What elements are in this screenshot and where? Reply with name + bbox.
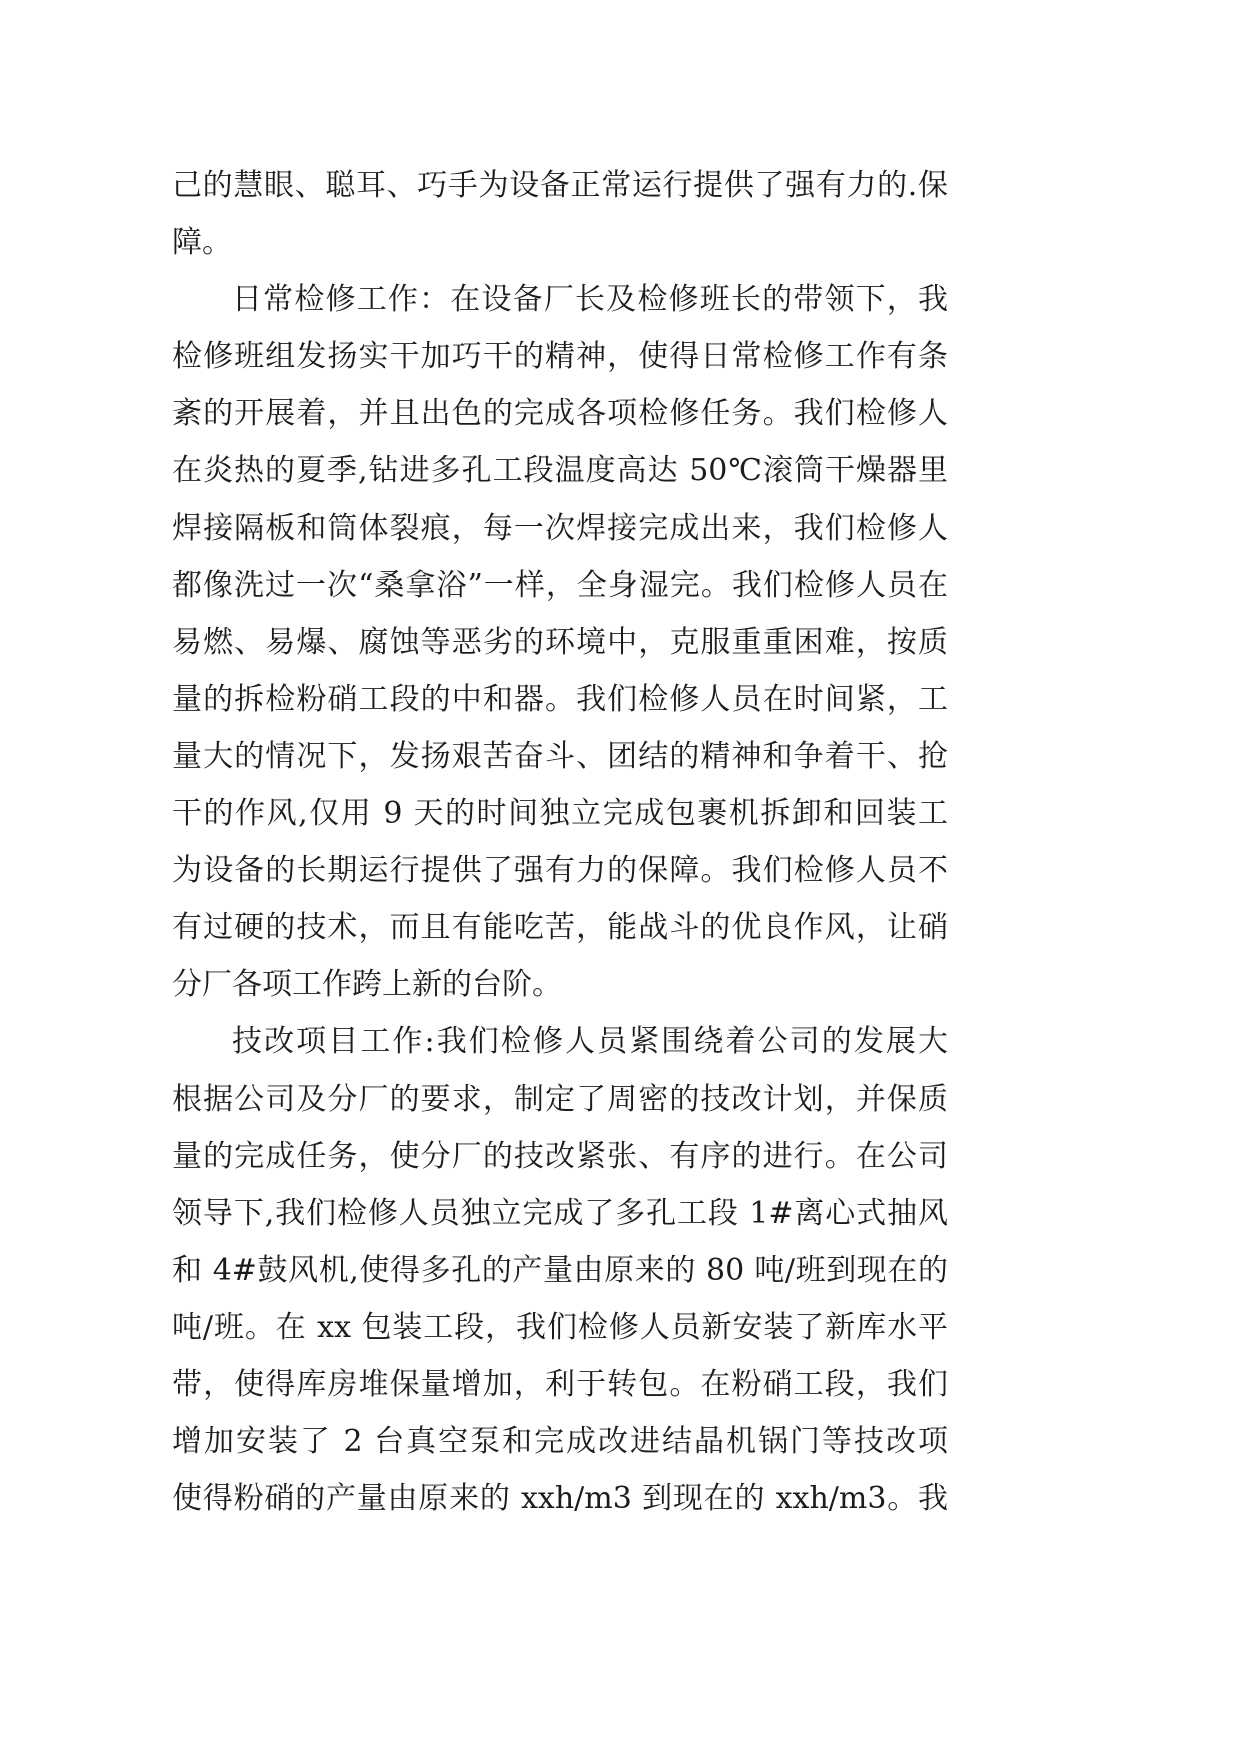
paragraph-daily-maintenance (172, 271, 948, 1013)
text-line: 有过硬的技术，而且有能吃苦，能战斗的优良作风，让硝 (172, 910, 948, 946)
document-body (172, 157, 948, 1527)
text-line: 检修班组发扬实干加巧干的精神，使得日常检修工作有条 (172, 339, 948, 375)
text-line: 和 4#鼓风机,使得多孔的产量由原来的 80 吨/班到现在的 (172, 1252, 948, 1288)
text-line: 易燃、易爆、腐蚀等恶劣的环境中，克服重重困难，按质 (172, 624, 948, 660)
text-line: 量的拆检粉硝工段的中和器。我们检修人员在时间紧，工 (172, 681, 948, 717)
text-line: 为设备的长期运行提供了强有力的保障。我们检修人员不 (172, 853, 948, 889)
text-line: 己的慧眼、聪耳、巧手为设备正常运行提供了强有力的.保 (172, 168, 948, 203)
text-line: 带，使得库房堆保量增加，利于转包。在粉硝工段，我们 (172, 1366, 948, 1402)
text-line: 都像洗过一次“桑拿浴”一样，全身湿完。我们检修人员在 (172, 567, 948, 603)
paragraph-continuation (172, 157, 948, 271)
text-line: 技改项目工作:我们检修人员紧围绕着公司的发展大 (232, 1024, 948, 1060)
text-line: 量的完成任务，使分厂的技改紧张、有序的进行。在公司 (172, 1138, 948, 1174)
text-line: 领导下,我们检修人员独立完成了多孔工段 1#离心式抽风 (172, 1195, 948, 1231)
text-line: 分厂各项工作跨上新的台阶。 (172, 967, 562, 1003)
text-line: 在炎热的夏季,钻进多孔工段温度高达 50℃滚筒干燥器里 (172, 453, 948, 489)
text-line: 使得粉硝的产量由原来的 xxh/m3 到现在的 xxh/m3。我 (172, 1481, 948, 1517)
text-line: 增加安装了 2 台真空泵和完成改进结晶机锅门等技改项 (172, 1424, 948, 1460)
text-line: 紊的开展着，并且出色的完成各项检修任务。我们检修人 (172, 396, 948, 432)
text-line: 根据公司及分厂的要求，制定了周密的技改计划，并保质 (172, 1081, 948, 1117)
text-line: 障。 (172, 225, 232, 261)
text-line: 吨/班。在 xx 包装工段，我们检修人员新安装了新库水平 (172, 1309, 948, 1345)
text-line: 日常检修工作：在设备厂长及检修班长的带领下，我 (232, 282, 948, 318)
text-line: 焊接隔板和筒体裂痕，每一次焊接完成出来，我们检修人 (172, 510, 948, 546)
text-line: 量大的情况下，发扬艰苦奋斗、团结的精神和争着干、抢 (172, 738, 948, 774)
text-line: 干的作风,仅用 9 天的时间独立完成包裹机拆卸和回装工 (172, 796, 948, 832)
paragraph-technical-renovation (172, 1013, 948, 1527)
